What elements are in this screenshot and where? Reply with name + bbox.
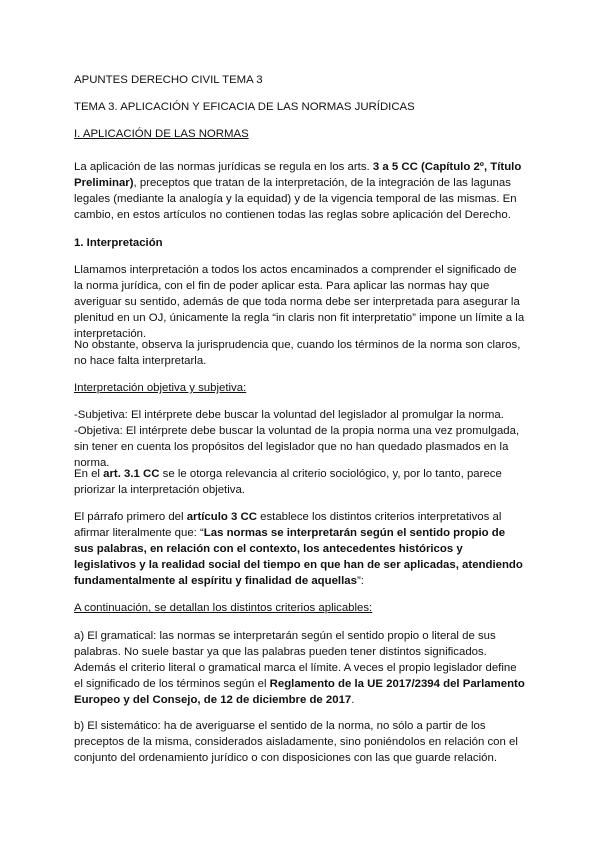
paragraph-definition: Llamamos interpretación a todos los actos encaminados a comprender el significado de la norma jurídica, con el fin de poder aplicar esta. Para aplicar las normas hay que averiguar su sentido, además de que toda norma debe ser interpretada para asegurar la plenitud en un OJ, únicamente la regla “in claris non fit interpretatio” impone un límite a la interpretación. (74, 264, 525, 340)
paragraph-art-text-a: En el (74, 468, 104, 480)
paragraph-art-3-1 (74, 466, 526, 498)
paragraph-art-3-quote (74, 509, 526, 589)
quote-text-e: ”: (356, 575, 364, 587)
quote-text-c: establece los distintos criterios interpretativos al afirmar literalmente que: “ (74, 511, 502, 539)
quote-bold-ref: artículo 3 CC (186, 511, 257, 523)
gramatical-bold-ref: Reglamento de la UE 2017/2394 del Parlamento Europeo y del Consejo, de 12 de diciembre de 2017 (74, 678, 525, 706)
paragraph-jurisprudencia: No obstante, observa la jurisprudencia que, cuando los términos de la norma son claros, no hace falta interpretarla. (74, 339, 521, 367)
subheading-criterios: A continuación, se detallan los distintos criterios aplicables: (74, 602, 373, 614)
section-heading: I. APLICACIÓN DE LAS NORMAS (74, 128, 249, 140)
gramatical-text-c: . (351, 694, 355, 706)
paragraph-intro-text-a: La aplicación de las normas jurídicas se regula en los arts. (74, 161, 373, 173)
paragraph-art-bold: art. 3.1 CC (103, 468, 160, 480)
subheading-objetiva-subjetiva: Interpretación objetiva y subjetiva: (74, 382, 247, 394)
paragraph-sistematico: b) El sistemático: ha de averiguarse el sentido de la norma, no sólo a partir de los preceptos de la misma, considerados aisladamente, sino poniéndolos en relación con el conjunto del ordenamiento jurídico o con disposiciones con las que guarde relación. (74, 720, 518, 764)
paragraph-gramatical (74, 628, 526, 708)
interpretacion-heading: 1. Interpretación (74, 237, 163, 249)
tema-heading: TEMA 3. APLICACIÓN Y EFICACIA DE LAS NORMAS JURÍDICAS (74, 101, 415, 113)
paragraph-intro (74, 159, 526, 223)
quote-text-a: El párrafo primero del (74, 511, 187, 523)
paragraph-objetiva: -Objetiva: El intérprete debe buscar la voluntad de la propia norma una vez promulgada, sin tener en cuenta los propósitos del legislador que no han quedado plasmados en la norma. (74, 425, 520, 469)
gramatical-text-a: a) El gramatical: las normas se interpretarán según el sentido propio o literal de sus palabras. No suele bastar ya que las palabras pueden tener distintos significados. Además el criterio literal o gramatical marca el límite. A veces el propio legislador define el significado de los términos según el (74, 630, 517, 690)
paragraph-intro-text-c: , preceptos que tratan de la interpretación, de la integración de las lagunas legales (mediante la analogía y la equidad) y de la vigencia temporal de las mismas. En cambio, en estos artículos no contienen todas las reglas sobre aplicación del Derecho. (74, 177, 517, 221)
document-title: APUNTES DERECHO CIVIL TEMA 3 (74, 74, 263, 86)
paragraph-intro-bold: 3 a 5 CC (Capítulo 2º, Título Preliminar) (74, 161, 522, 189)
paragraph-art-text-c: se le otorga relevancia al criterio sociológico, y, por lo tanto, parece priorizar la interpretación objetiva. (74, 468, 502, 496)
quote-bold-text: Las normas se interpretarán según el sentido propio de sus palabras, en relación con el contexto, los antecedentes históricos y legislativos y la realidad social del tiempo en que han de ser aplicadas, atendiendo fundamentalmente al espíritu y finalidad de aquellas (74, 527, 523, 587)
paragraph-subjetiva: -Subjetiva: El intérprete debe buscar la voluntad del legislador al promulgar la norma. (74, 409, 504, 421)
